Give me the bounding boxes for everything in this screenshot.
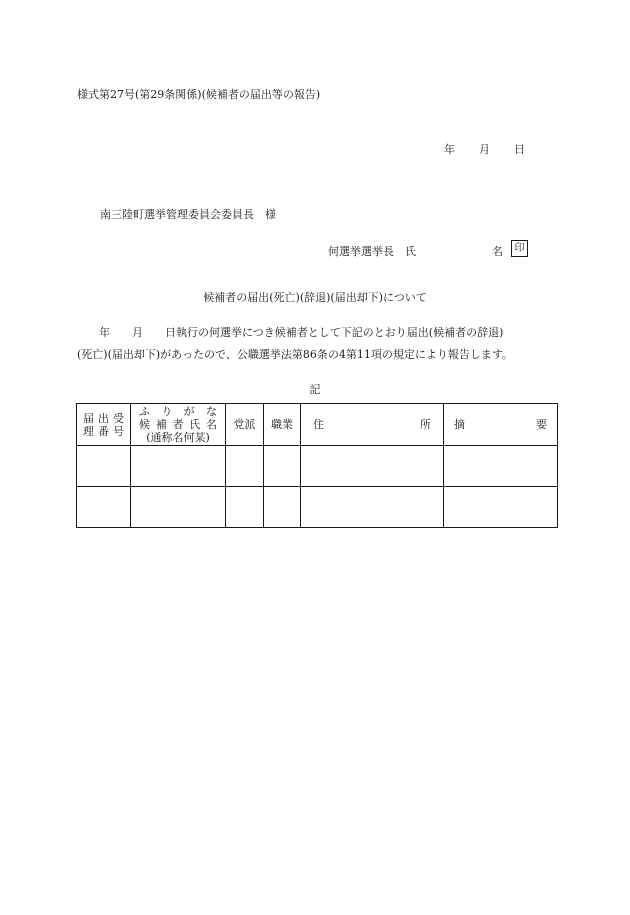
table-row: [77, 487, 558, 528]
cell-occupation[interactable]: [264, 446, 301, 487]
cell-party[interactable]: [226, 446, 264, 487]
seal-stamp: 印: [511, 240, 528, 257]
header-occupation: 職業: [264, 404, 301, 446]
cell-name[interactable]: [131, 446, 226, 487]
header-remarks: 摘 要: [444, 404, 558, 446]
ki-marker: 記: [309, 383, 321, 396]
cell-name[interactable]: [131, 487, 226, 528]
addressee: 南三陸町選挙管理委員会委員長 様: [100, 208, 276, 221]
body-line-1: 年 月 日執行の何選挙につき候補者として下記のとおり届出(候補者の辞退): [77, 326, 504, 339]
header-number: 届 出 受 理 番 号: [77, 404, 131, 446]
header-party: 党派: [226, 404, 264, 446]
date-month-label: 月: [479, 143, 490, 156]
subject-line: 候補者の届出(死亡)(辞退)(届出却下)について: [203, 291, 427, 304]
cell-remarks[interactable]: [444, 487, 558, 528]
cell-number[interactable]: [77, 446, 131, 487]
header-address: 住 所: [301, 404, 444, 446]
sender-title: 何選挙選挙長 氏: [328, 245, 416, 258]
cell-number[interactable]: [77, 487, 131, 528]
body-text: [77, 322, 562, 366]
cell-address[interactable]: [301, 487, 444, 528]
body-line-2: (死亡)(届出却下)があったので、公職選挙法第86条の4第11項の規定により報告します。: [77, 348, 513, 361]
date-day-label: 日: [514, 143, 525, 156]
cell-occupation[interactable]: [264, 487, 301, 528]
sender-name-label: 名: [492, 245, 503, 258]
cell-party[interactable]: [226, 487, 264, 528]
header-name: ふ り が な 候 補 者 氏 名 (通称名何某): [131, 404, 226, 446]
form-label: 様式第27号(第29条関係)(候補者の届出等の報告): [77, 88, 321, 101]
table-row: [77, 446, 558, 487]
cell-remarks[interactable]: [444, 446, 558, 487]
date-line: [444, 141, 525, 157]
cell-address[interactable]: [301, 446, 444, 487]
records-table: [76, 403, 558, 528]
date-year-label: 年: [444, 143, 455, 156]
table-header-row: [77, 404, 558, 446]
